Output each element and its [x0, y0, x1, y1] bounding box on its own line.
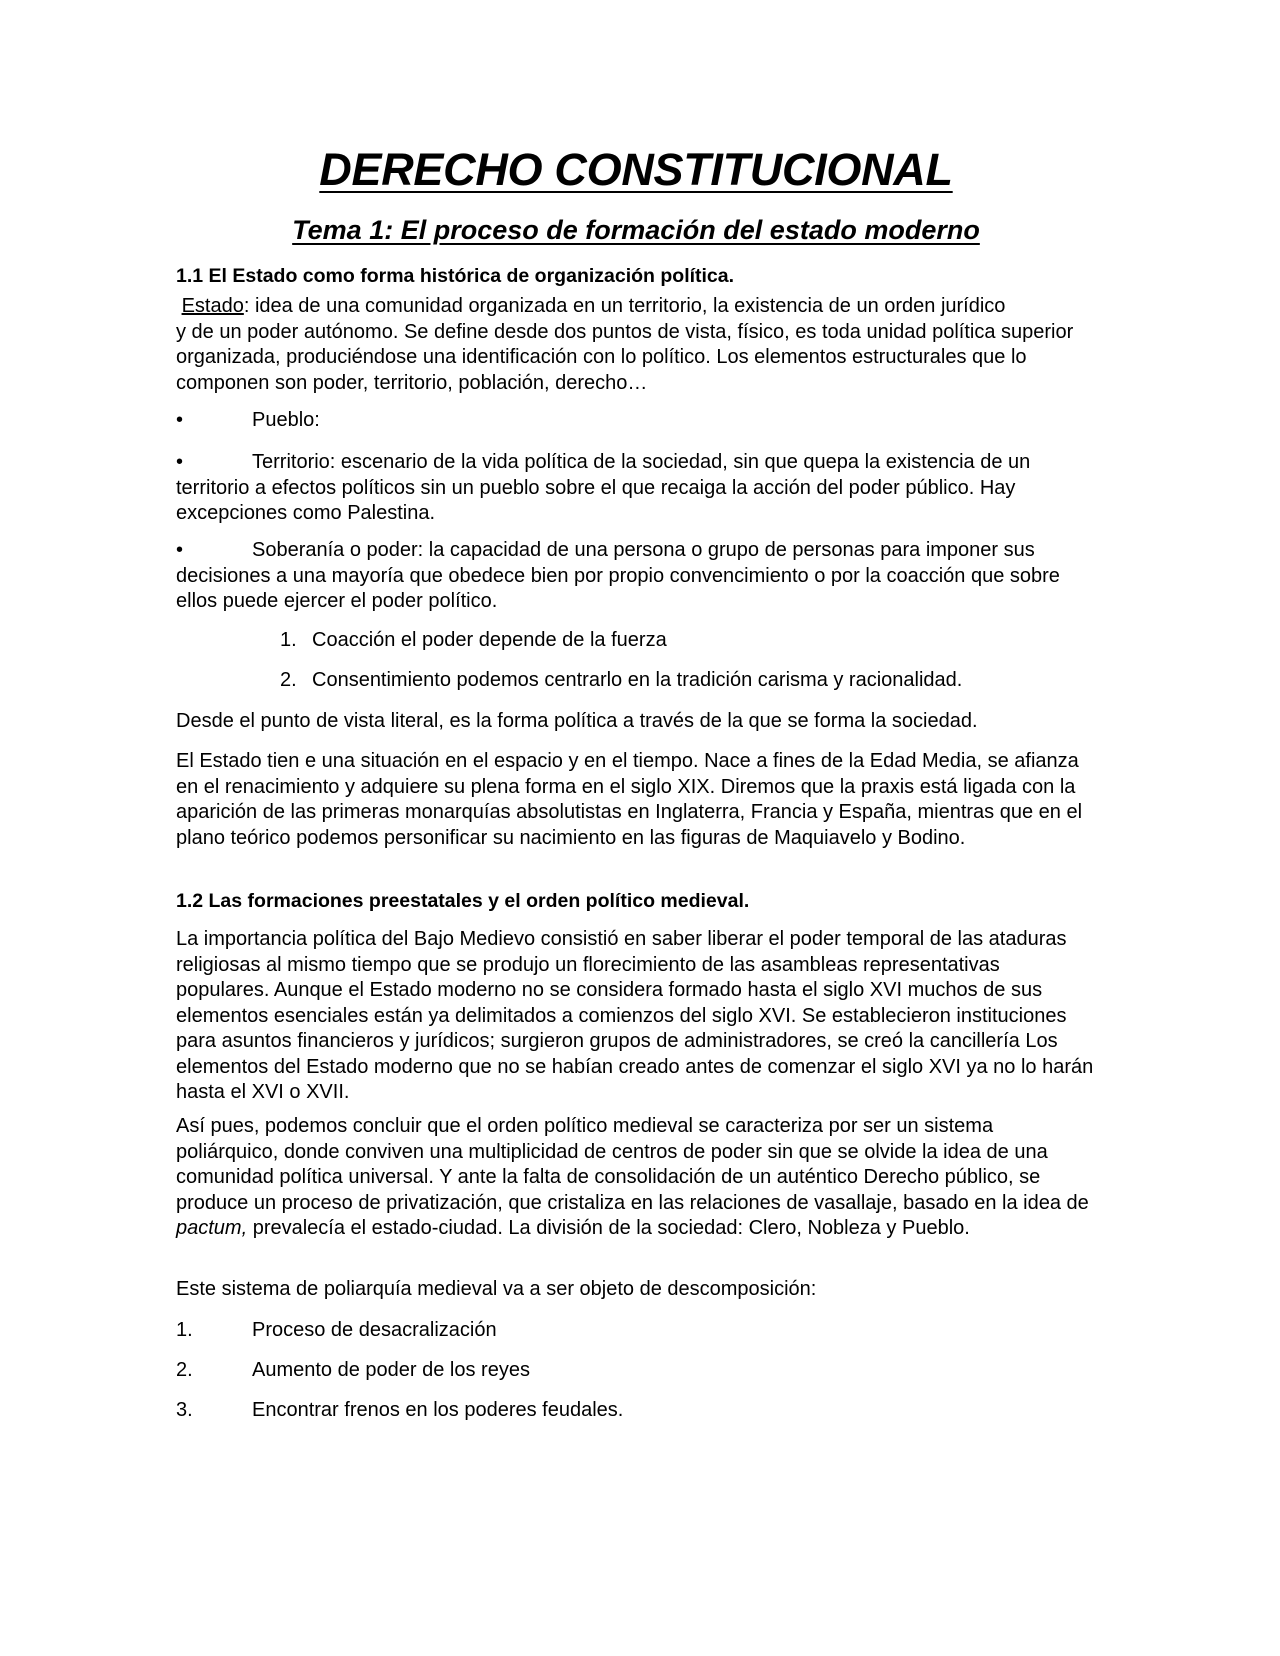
- paragraph-orden-medieval: [176, 1114, 1096, 1242]
- bullet-icon: •: [176, 539, 184, 561]
- bullet-text: Soberanía o poder: la capacidad de una persona o grupo de personas para imponer sus decisiones a una mayoría que obedece bien por propio convencimiento o por la coacción que sobre ellos puede ejercer el poder político.: [176, 539, 1060, 612]
- bullet-text: Territorio: escenario de la vida política de la sociedad, sin que quepa la existencia de un territorio a efectos políticos sin un pueblo sobre el que recaiga la acción del poder público. Hay excepciones como Palestina.: [176, 451, 1031, 524]
- bullet-item-territorio: [176, 450, 1096, 527]
- estado-definition-rest: y de un poder autónomo. Se define desde dos puntos de vista, físico, es toda unidad política superior organizada, produciéndose una identificación con lo político. Los elementos estructurales que lo componen son poder, territorio, población, derecho…: [176, 320, 1074, 394]
- paragraph-text: prevalecía el estado-ciudad. La división de la sociedad: Clero, Nobleza y Pueblo.: [247, 1217, 970, 1239]
- list-text: Encontrar frenos en los poderes feudales.: [252, 1399, 624, 1421]
- section-2-heading: 1.2 Las formaciones preestatales y el orden político medieval.: [176, 890, 750, 912]
- sublist-item-2: [280, 668, 1096, 694]
- estado-term: Estado: [181, 295, 244, 317]
- paragraph-history: El Estado tien e una situación en el espacio y en el tiempo. Nace a fines de la Edad Media, se afianza en el renacimiento y adquiere su plena forma en el siglo XIX. Diremos que la praxis está ligada con la aparición de las primeras monarquías absolutistas en Inglaterra, Francia y España, mientras que en el plano teórico podemos personificar su nacimiento en las figuras de Maquiavelo y Bodino.: [176, 750, 1083, 849]
- list-text: Proceso de desacralización: [252, 1319, 497, 1341]
- bullet-item-soberania: [176, 538, 1096, 615]
- paragraph-literal: Desde el punto de vista literal, es la forma política a través de la que se forma la sociedad.: [176, 710, 978, 732]
- paragraph-bajo-medievo: La importancia política del Bajo Medievo consistió en saber liberar el poder temporal de las ataduras religiosas al mismo tiempo que se produjo un florecimiento de las asambleas representativas populares. Aunque el Estado moderno no se considera formado hasta el siglo XVI muchos de sus elementos esenciales están ya delimitados a comienzos del siglo XVI. Se establecieron instituciones para asuntos financieros y jurídicos; surgieron grupos de administradores, se creó la cancillería Los elementos del Estado moderno que no se habían creado antes de comenzar el siglo XVI ya no lo harán hasta el XVI o XVII.: [176, 928, 1094, 1103]
- bullet-icon: •: [176, 409, 184, 431]
- list-item-3: [176, 1398, 1096, 1424]
- paragraph-poliarquia: Este sistema de poliarquía medieval va a ser objeto de descomposición:: [176, 1278, 817, 1300]
- list-number: 1.: [176, 1319, 193, 1341]
- estado-definition: [176, 294, 1096, 396]
- list-text: Consentimiento podemos centrarlo en la tradición carisma y racionalidad.: [312, 669, 963, 691]
- list-number: 3.: [176, 1399, 193, 1421]
- list-text: Coacción el poder depende de la fuerza: [312, 629, 667, 651]
- bullet-icon: •: [176, 451, 184, 473]
- pactum-term: pactum,: [176, 1217, 248, 1239]
- paragraph-text: Así pues, podemos concluir que el orden político medieval se caracteriza por ser un sistema poliárquico, donde conviven una multiplicidad de centros de poder sin que se olvide la idea de una comunidad política universal. Y ante la falta de consolidación de un auténtico Derecho público, se produce un proceso de privatización, que cristaliza en las relaciones de vasallaje, basado en la idea de: [176, 1115, 1089, 1214]
- estado-definition-line1: : idea de una comunidad organizada en un territorio, la existencia de un orden jurídico: [243, 295, 1006, 317]
- sublist-item-1: [280, 628, 1096, 654]
- document-subtitle: Tema 1: El proceso de formación del estado moderno: [292, 215, 980, 245]
- bullet-text: Pueblo:: [252, 409, 320, 431]
- list-number: 1.: [280, 629, 297, 651]
- list-item-2: [176, 1358, 1096, 1384]
- bullet-item-pueblo: [176, 408, 1096, 434]
- section-1-heading: 1.1 El Estado como forma histórica de organización política.: [176, 265, 735, 287]
- document-title: DERECHO CONSTITUCIONAL: [319, 144, 953, 195]
- list-number: 2.: [280, 669, 297, 691]
- list-text: Aumento de poder de los reyes: [252, 1359, 530, 1381]
- list-item-1: [176, 1318, 1096, 1344]
- list-number: 2.: [176, 1359, 193, 1381]
